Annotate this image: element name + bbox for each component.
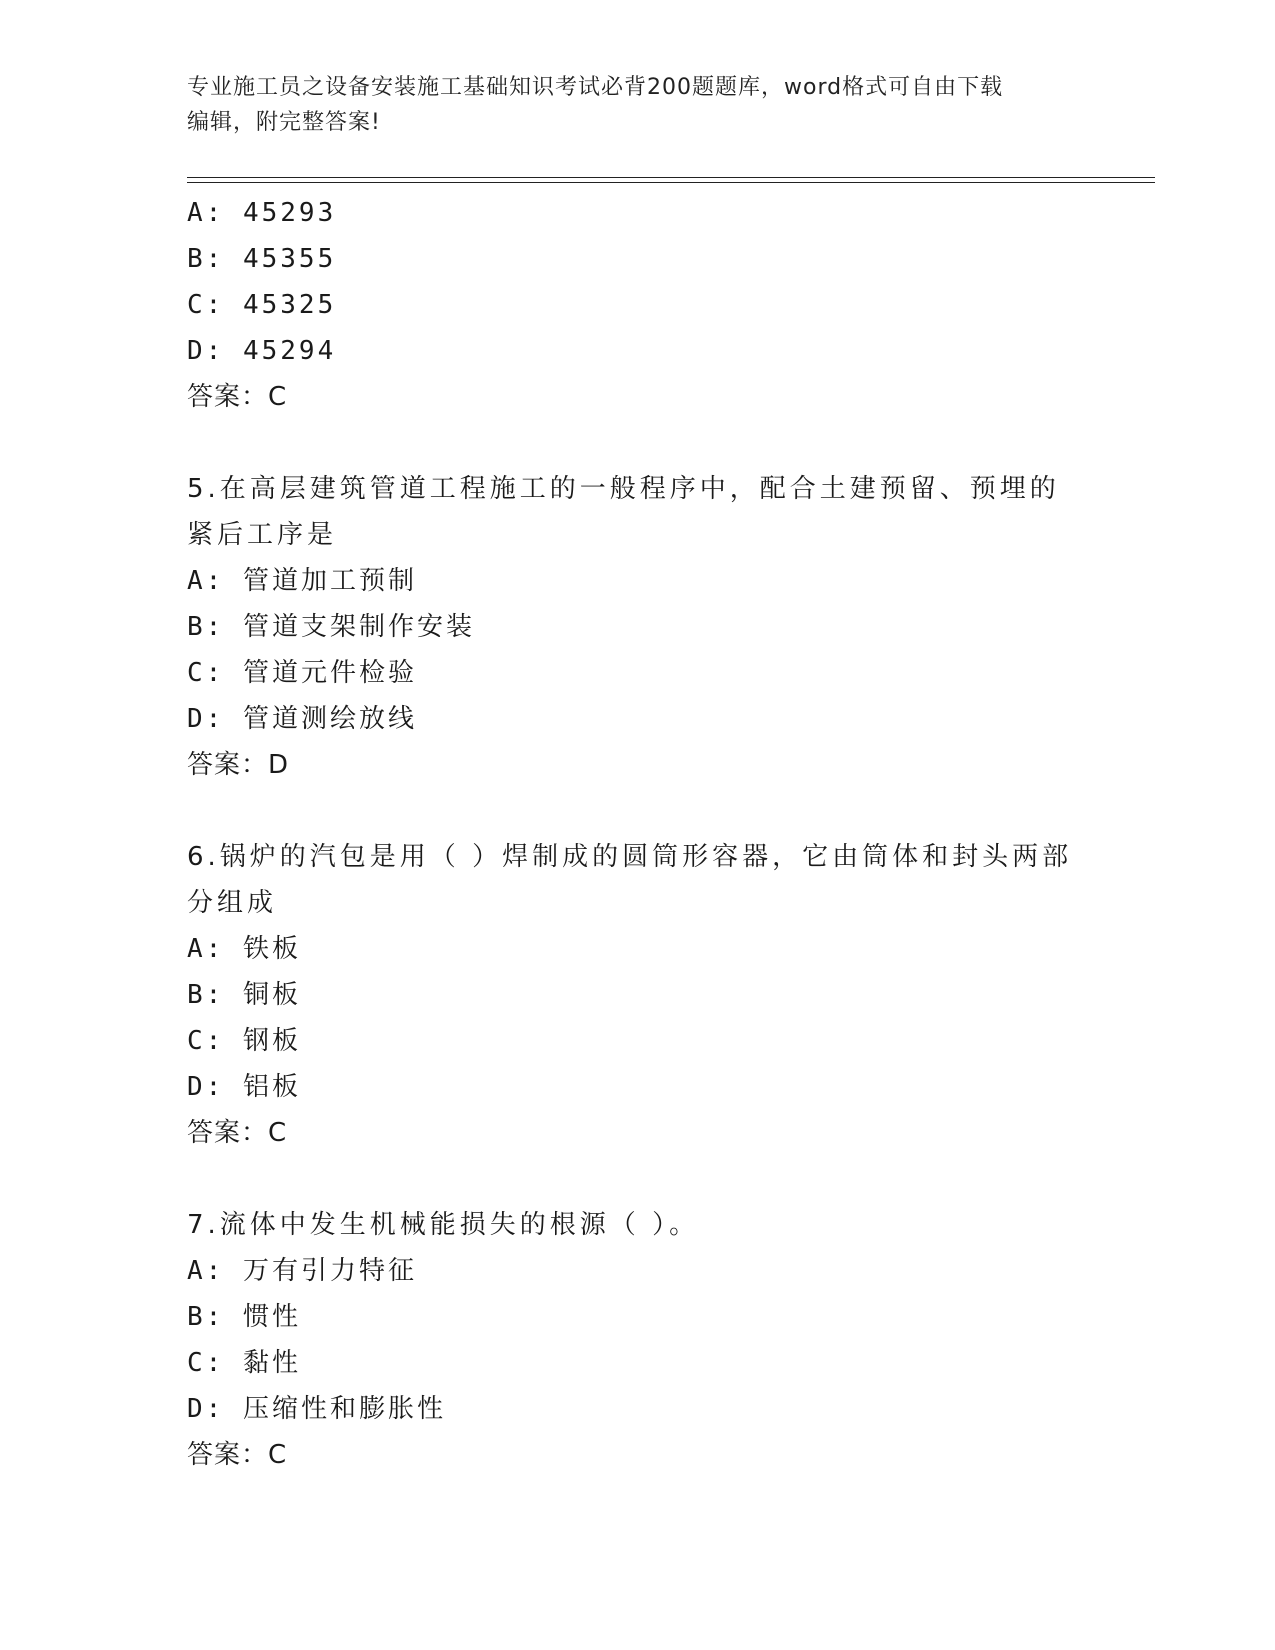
option-a: A: 万有引力特征 [187, 1256, 417, 1286]
option-c: C: 黏性 [187, 1348, 301, 1378]
question-4 [187, 190, 1087, 420]
question-list [187, 190, 1087, 1524]
document-header [187, 70, 1067, 140]
question-text: 5.在高层建筑管道工程施工的一般程序中，配合土建预留、预埋的紧后工序是 [187, 474, 1060, 550]
option-b: B: 45355 [187, 244, 337, 274]
header-divider-bottom [187, 182, 1155, 183]
option-d: D: 45294 [187, 336, 337, 366]
option-b: B: 铜板 [187, 980, 301, 1010]
header-line-1: 专业施工员之设备安装施工基础知识考试必背200题题库，word格式可自由下载 [187, 75, 1004, 100]
answer: 答案：C [187, 1118, 288, 1148]
answer: 答案：D [187, 750, 290, 780]
option-a: A: 管道加工预制 [187, 566, 417, 596]
option-d: D: 铝板 [187, 1072, 301, 1102]
option-c: C: 管道元件检验 [187, 658, 417, 688]
header-line-2: 编辑，附完整答案! [187, 110, 381, 135]
option-d: D: 压缩性和膨胀性 [187, 1394, 446, 1424]
option-b: B: 管道支架制作安装 [187, 612, 475, 642]
header-divider-top [187, 177, 1155, 178]
question-text: 6.锅炉的汽包是用（ ）焊制成的圆筒形容器，它由筒体和封头两部分组成 [187, 842, 1073, 918]
option-d: D: 管道测绘放线 [187, 704, 417, 734]
option-a: A: 铁板 [187, 934, 301, 964]
question-text: 7.流体中发生机械能损失的根源（ ）。 [187, 1210, 700, 1240]
option-c: C: 45325 [187, 290, 337, 320]
question-5 [187, 466, 1087, 788]
option-c: C: 钢板 [187, 1026, 301, 1056]
answer: 答案：C [187, 382, 288, 412]
answer: 答案：C [187, 1440, 288, 1470]
option-a: A: 45293 [187, 198, 337, 228]
question-6 [187, 834, 1087, 1156]
question-7 [187, 1202, 1087, 1478]
option-b: B: 惯性 [187, 1302, 301, 1332]
